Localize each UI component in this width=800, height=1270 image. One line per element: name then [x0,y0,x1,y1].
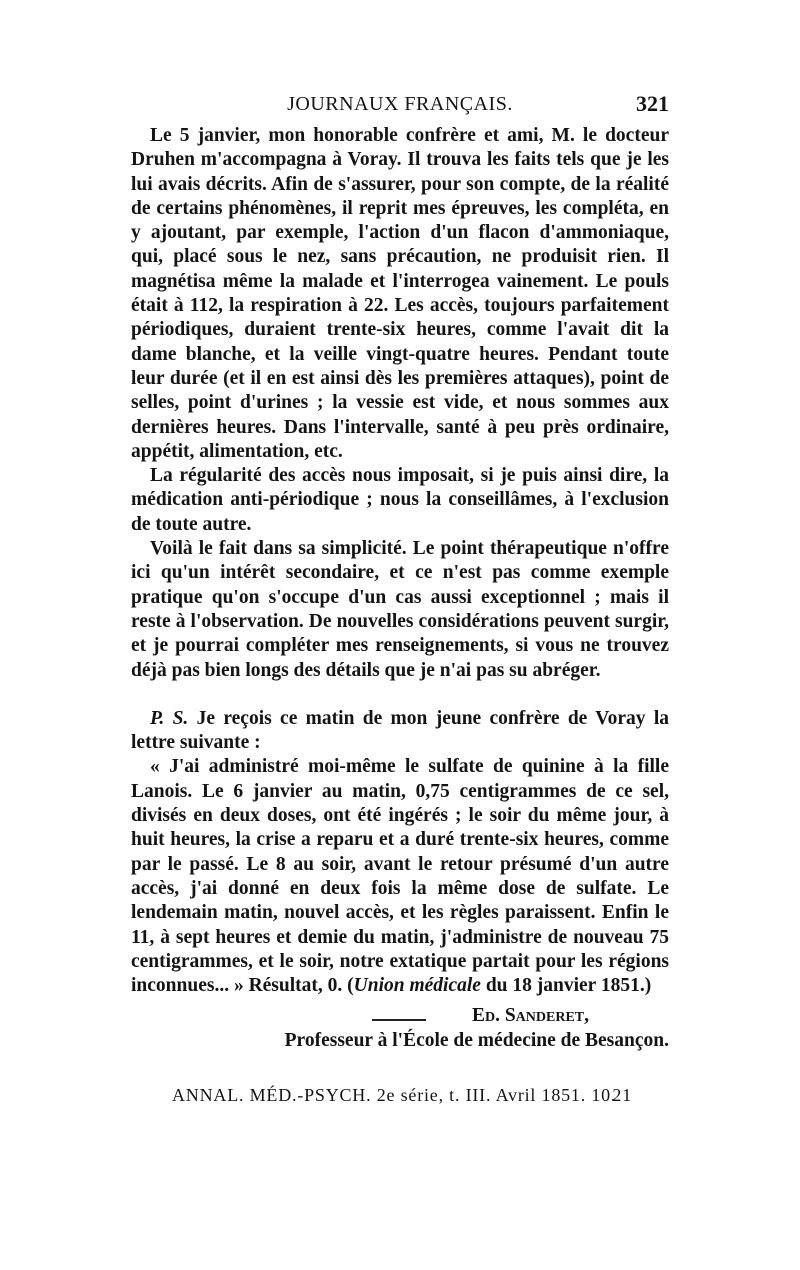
postscript-paragraph [131,707,669,756]
postscript-label: P. S. [150,707,189,729]
quoted-letter-text: « J'ai administré moi-même le sulfate de quinine à la fille Lanois. Le 6 janvier au matin, 0,75 centigrammes de ce sel, divisés en deux doses, ont été ingérés ; le soir du même jour, à huit heures, la crise a reparu et a duré trente-six heures, comme par le passé. Le 8 au soir, avant le retour présumé d'un autre accès, j'ai donné en deux fois la même dose de sulfate. Le lendemain matin, nouvel accès, et les règles paraissent. Enfin le 11, à sept heures et demie du matin, j'administre de nouveau 75 centigrammes, et le soir, notre extatique partait pour les régions inconnues... » Résultat, 0. ( [131,756,669,997]
printer-signature-line: ANNAL. MÉD.-PSYCH. 2e série, t. III. Avril 1851. 10. [172,1085,617,1105]
closing-rule [372,1019,426,1021]
signature-title: Professeur à l'École de médecine de Besançon. [284,1029,669,1051]
page-number: 321 [636,91,669,116]
body-text [131,124,669,1053]
page-header [131,93,669,119]
quoted-letter-paragraph [131,755,669,998]
sheet-number: 21 [612,1085,632,1105]
postscript-text: Je reçois ce matin de mon jeune confrère de Voray la lettre suivante : [131,707,669,754]
paragraph-1: Le 5 janvier, mon honorable confrère et ami, M. le docteur Druhen m'accompagna à Voray. Il trouva les faits tels que je les lui avais décrits. Afin de s'assurer, pour son compte, de la réalité de certains phénomènes, il reprit mes épreuves, les compléta, en y ajoutant, par exemple, l'action d'un flacon d'ammoniaque, qui, placé sous le nez, sans précaution, ne produisit rien. Il magnétisa même la malade et l'interrogea vainement. Le pouls était à 112, la respiration à 22. Les accès, toujours parfaitement périodiques, duraient trente-six heures, comme l'avait dit la dame blanche, et la veille vingt-quatre heures. Pendant toute leur durée (et il en est ainsi dès les premières attaques), point de selles, point d'urines ; la vessie est vide, et nous sommes aux dernières heures. Dans l'intervalle, santé à peu près ordinaire, appétit, alimentation, etc. [131,125,669,462]
source-citation: Union médicale [353,975,481,997]
paragraph-3: Voilà le fait dans sa simplicité. Le point thérapeutique n'offre ici qu'un intérêt secondaire, et ce n'est pas comme exemple pratique qu'on s'occupe d'un cas aussi exceptionnel ; mais il reste à l'observation. De nouvelles considérations peuvent surgir, et je pourrai compléter mes renseignements, si vous ne trouvez déjà pas bien longs des détails que je n'ai pas su abréger. [131,538,669,681]
paragraph-2: La régularité des accès nous imposait, si je puis ainsi dire, la médication anti-périodique ; nous la conseillâmes, à l'exclusion de toute autre. [131,465,669,535]
running-head: JOURNAUX FRANÇAIS. [287,93,513,115]
signature-name: Ed. Sanderet, [471,1005,589,1027]
page-footer [172,1085,632,1111]
citation-date: du 18 janvier 1851.) [480,975,652,997]
